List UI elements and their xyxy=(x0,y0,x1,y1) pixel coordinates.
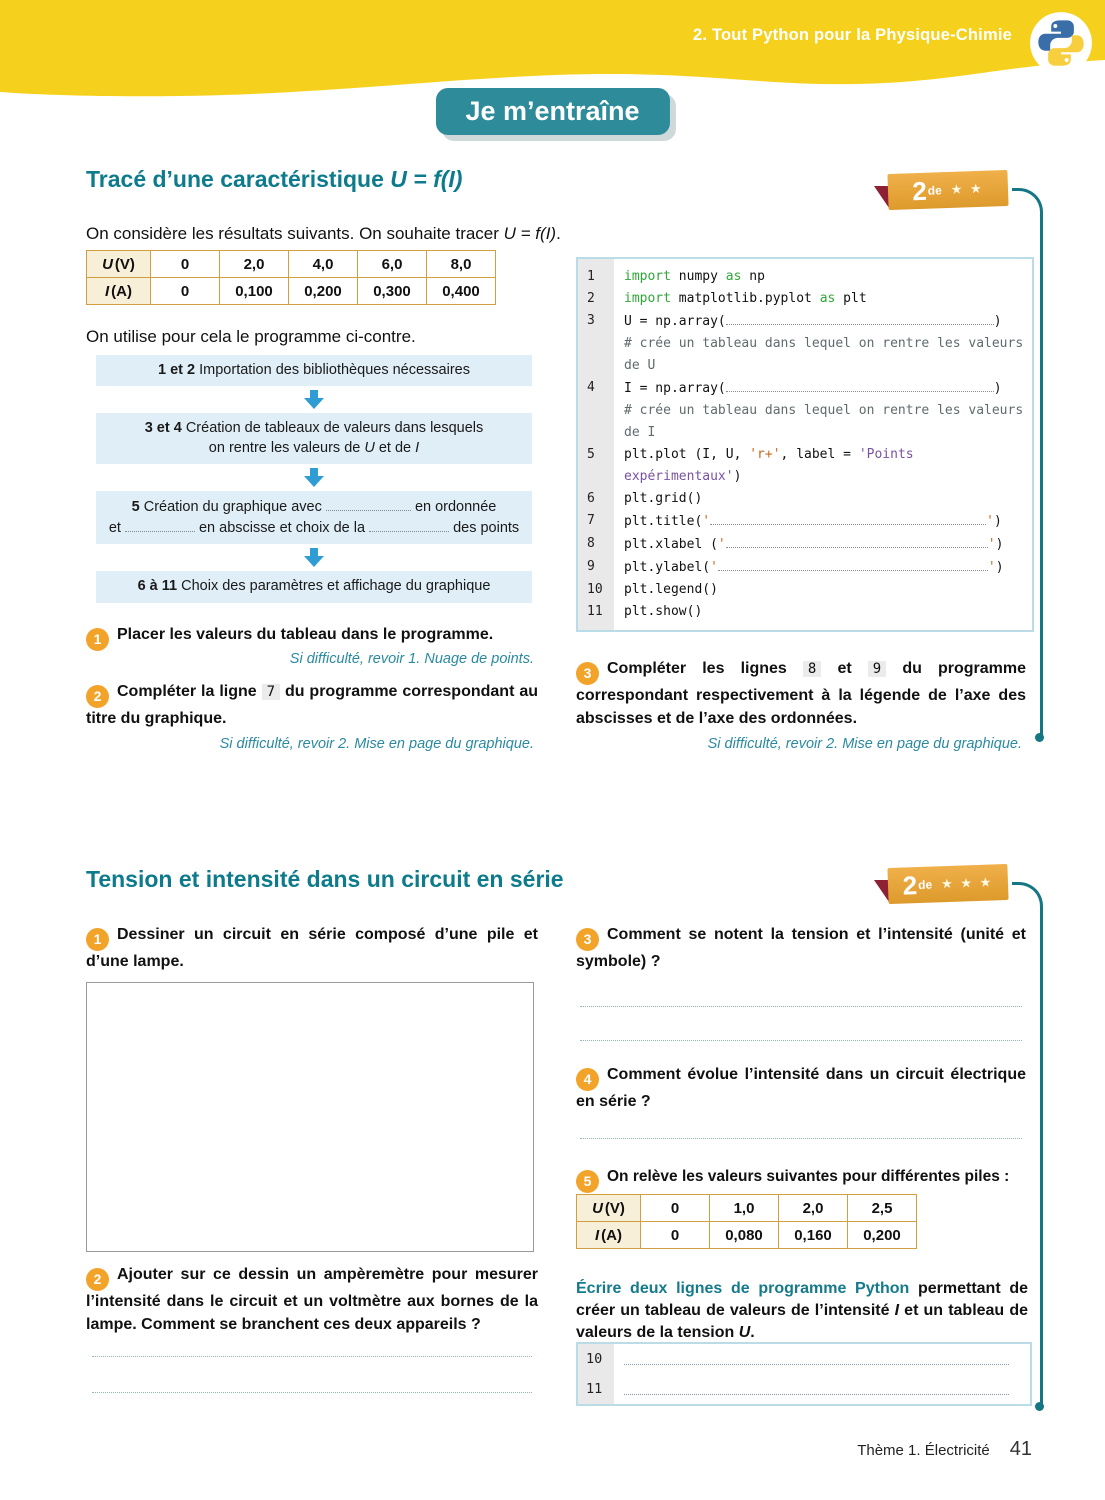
flow-step-2-var-u: U xyxy=(364,439,375,456)
table-row-header: U (V) xyxy=(577,1195,641,1222)
question-s2-2 xyxy=(86,1264,538,1336)
question-s2-2-text: Ajouter sur ce dessin un ampèremètre pour mesurer l’intensité dans le circuit et un voltmètre aux bornes de la lampe. Comment se branchent ces deux appareils ? xyxy=(86,1266,538,1333)
page-footer xyxy=(0,1438,1032,1461)
badge-stars-icon: ★ ★ ★ xyxy=(940,874,994,892)
table-cell: 2,0 xyxy=(779,1195,848,1222)
code-segment: # crée un tableau dans lequel on rentre les valeurs de I xyxy=(624,403,1024,440)
code-line-content xyxy=(614,579,1032,601)
code-line xyxy=(578,400,1032,444)
section1-connector-dot xyxy=(1035,733,1044,742)
question-3-text3: du programme correspondant respectivement à la légende de l’axe des abscisses et de l’axe des ordonnées. xyxy=(576,660,1026,727)
code-segment: ' xyxy=(702,514,711,529)
table-cell: 0,160 xyxy=(779,1222,848,1249)
flow-step-1-text: Importation des bibliothèques nécessaires xyxy=(199,362,470,378)
flow-step-3 xyxy=(96,491,532,544)
code-segment: plt.grid() xyxy=(624,491,703,506)
table-cell: 0,100 xyxy=(220,278,289,305)
badge-level-sup: de xyxy=(927,183,943,198)
code-line-content xyxy=(614,259,1032,288)
python-task-var-i: I xyxy=(894,1302,900,1320)
code-line-number: 3 xyxy=(578,310,614,333)
answer-line[interactable] xyxy=(580,1006,1022,1007)
table-row xyxy=(577,1195,917,1222)
badge-stars-icon: ★ ★ xyxy=(950,180,984,197)
code-segment: as xyxy=(819,291,836,306)
badge-level: 2 xyxy=(911,175,928,207)
code-line-content xyxy=(614,444,1032,488)
code-line xyxy=(578,579,1032,601)
table-cell: 0,200 xyxy=(848,1222,917,1249)
code-segment: plt.title( xyxy=(624,514,703,529)
code-segment: , label = xyxy=(780,447,859,462)
question-number-badge: 2 xyxy=(86,1268,109,1291)
code-segment: ) xyxy=(995,560,1004,575)
table-cell: 0 xyxy=(641,1195,710,1222)
question-s2-4 xyxy=(576,1064,1026,1114)
code-segment: plt xyxy=(835,291,867,306)
code-blank-field[interactable] xyxy=(710,510,986,525)
flow-step-1-num: 1 et 2 xyxy=(158,362,196,378)
python-task-paragraph xyxy=(576,1278,1028,1344)
code-segment: plt.plot (I, U, xyxy=(624,447,750,462)
table-cell: 0,300 xyxy=(358,278,427,305)
flow-blank-field[interactable] xyxy=(326,497,411,511)
hint-2: Si difficulté, revoir 2. Mise en page du graphique. xyxy=(219,736,534,752)
code-segment: ) xyxy=(733,469,742,484)
program-note: On utilise pour cela le programme ci-contre. xyxy=(86,327,416,346)
code-line-number: 4 xyxy=(578,377,614,400)
code-line xyxy=(578,288,1032,310)
code-line-number: 11 xyxy=(578,601,614,630)
section2-title: Tension et intensité dans un circuit en série xyxy=(86,866,564,892)
question-s2-1 xyxy=(86,924,538,974)
intro-text: On considère les résultats suivants. On souhaite tracer xyxy=(86,224,504,243)
code-segment: plt.legend() xyxy=(624,582,718,597)
table-cell: 6,0 xyxy=(358,251,427,278)
code-line-content xyxy=(614,400,1032,444)
code-line-number: 10 xyxy=(578,579,614,601)
flowchart xyxy=(96,355,532,603)
question-number-badge: 2 xyxy=(86,685,109,708)
badge-ribbon xyxy=(887,864,1008,904)
code-segment: numpy xyxy=(670,269,726,284)
table-row-header: I (A) xyxy=(87,278,151,305)
badge-fold-icon xyxy=(874,186,889,208)
table-cell: 2,5 xyxy=(848,1195,917,1222)
python-logo-icon xyxy=(1028,10,1094,76)
badge-fold-icon xyxy=(874,880,889,902)
question-2 xyxy=(86,681,538,731)
answer-code-block xyxy=(576,1342,1032,1406)
code-segment: I = np.array( xyxy=(624,381,726,396)
code-line xyxy=(578,510,1032,533)
code-segment: ) xyxy=(993,314,1002,329)
code-segment: plt.xlabel ( xyxy=(624,537,718,552)
flow-step-3-text5: des points xyxy=(453,519,520,536)
flow-step-2-var-i: I xyxy=(415,439,420,456)
code-line-content xyxy=(614,510,1032,533)
section1-title-text: Tracé d’une caractéristique xyxy=(86,166,384,192)
code-line-number: 7 xyxy=(578,510,614,533)
question-s2-3-text: Comment se notent la tension et l’intensité (unité et symbole) ? xyxy=(576,926,1026,971)
code-line-number: 8 xyxy=(578,533,614,556)
answer-code-line xyxy=(578,1374,1030,1404)
badge-level-sup: de xyxy=(917,877,933,893)
code-answer-field[interactable] xyxy=(624,1380,1009,1395)
question-number-badge: 1 xyxy=(86,628,109,651)
level-badge-section1 xyxy=(878,170,1018,214)
code-line xyxy=(578,488,1032,510)
question-1 xyxy=(86,624,538,651)
python-task-lead: Écrire deux lignes de programme Python xyxy=(576,1280,910,1297)
code-segment: np xyxy=(741,269,765,284)
question-s2-5 xyxy=(576,1166,1046,1193)
results-table-1 xyxy=(86,250,496,305)
code-line-number xyxy=(578,400,614,444)
section1-title xyxy=(86,166,462,193)
code-line-number: 1 xyxy=(578,259,614,288)
code-line-number: 10 xyxy=(578,1344,614,1374)
question-2-text2: du programme correspondant au titre du graphique. xyxy=(86,683,538,728)
table-row xyxy=(87,278,496,305)
flow-step-3-num: 5 xyxy=(131,499,140,516)
flow-step-2 xyxy=(96,413,532,464)
code-line xyxy=(578,377,1032,400)
line-ref-7: 7 xyxy=(262,684,280,700)
question-3-text: Compléter les lignes xyxy=(607,660,803,677)
code-segment: 'Points expérimentaux' xyxy=(624,447,914,484)
code-line-content xyxy=(614,556,1032,579)
flow-blank-field[interactable] xyxy=(125,518,195,532)
code-line-content xyxy=(614,333,1032,377)
flow-step-2-text3: et de xyxy=(374,439,416,456)
code-blank-field[interactable] xyxy=(718,556,988,571)
flow-step-3-text4: en abscisse et choix de la xyxy=(198,519,366,536)
table-cell: 0 xyxy=(641,1222,710,1249)
flow-blank-field[interactable] xyxy=(369,518,449,532)
question-s2-1-text: Dessiner un circuit en série composé d’une pile et d’une lampe. xyxy=(86,926,538,971)
code-segment: ' xyxy=(986,514,994,529)
code-segment: ' xyxy=(717,537,726,552)
table-row xyxy=(577,1222,917,1249)
flow-step-3-text2: en ordonnée xyxy=(414,499,497,516)
footer-theme: Thème 1. Électricité xyxy=(857,1442,990,1459)
flow-step-1 xyxy=(96,355,532,386)
hint-3: Si difficulté, revoir 2. Mise en page du graphique. xyxy=(707,736,1022,752)
code-line-content xyxy=(614,288,1032,310)
code-line-content xyxy=(614,533,1032,556)
code-line-number: 6 xyxy=(578,488,614,510)
question-number-badge: 1 xyxy=(86,928,109,951)
flow-arrow-icon xyxy=(96,548,532,567)
table-cell: 0 xyxy=(151,251,220,278)
question-s2-4-text: Comment évolue l’intensité dans un circuit électrique en série ? xyxy=(576,1066,1026,1111)
flow-step-3-text3: et xyxy=(108,519,121,536)
code-line xyxy=(578,333,1032,377)
code-line xyxy=(578,310,1032,333)
code-line-number: 11 xyxy=(578,1374,614,1404)
code-segment: ' xyxy=(710,560,718,575)
flow-arrow-icon xyxy=(96,468,532,487)
level-badge-section2 xyxy=(878,864,1018,908)
code-line-number xyxy=(578,333,614,377)
code-line xyxy=(578,533,1032,556)
code-line-number: 5 xyxy=(578,444,614,488)
code-lines xyxy=(578,259,1032,630)
answer-line[interactable] xyxy=(580,1138,1022,1139)
question-3 xyxy=(576,658,1026,730)
code-line-content xyxy=(614,601,1032,630)
answer-line[interactable] xyxy=(92,1356,532,1357)
code-segment: matplotlib.pyplot xyxy=(670,291,820,306)
section1-title-formula: U = f(I) xyxy=(390,166,463,192)
table-cell: 4,0 xyxy=(289,251,358,278)
flow-step-3-text1: Création du graphique avec xyxy=(143,499,322,516)
table-cell: 0,200 xyxy=(289,278,358,305)
chapter-title: 2. Tout Python pour la Physique-Chimie xyxy=(693,26,1012,44)
footer-page-number: 41 xyxy=(1009,1438,1032,1460)
line-ref-9: 9 xyxy=(868,661,886,677)
table-row-header: U (V) xyxy=(87,251,151,278)
python-task-text2: et un tableau de valeurs de la tension xyxy=(576,1302,1028,1342)
results-table-2 xyxy=(576,1194,917,1249)
table-row xyxy=(87,251,496,278)
code-segment: ) xyxy=(993,514,1002,529)
python-code-block xyxy=(576,257,1034,632)
question-s2-3 xyxy=(576,924,1026,974)
table-cell: 1,0 xyxy=(710,1195,779,1222)
table-cell: 2,0 xyxy=(220,251,289,278)
hint-1: Si difficulté, revoir 1. Nuage de points. xyxy=(289,651,534,667)
code-line-content xyxy=(614,1380,1030,1399)
section2-connector-dot xyxy=(1035,1402,1044,1411)
answer-line[interactable] xyxy=(92,1392,532,1393)
answer-code-line xyxy=(578,1344,1030,1374)
flow-step-4-text: Choix des paramètres et affichage du graphique xyxy=(181,578,491,595)
code-line-content xyxy=(614,377,1032,400)
code-segment: plt.show() xyxy=(624,604,703,619)
flow-step-2-text: Création de tableaux de valeurs dans lesquels xyxy=(185,420,484,437)
flow-step-4-num: 6 à 11 xyxy=(137,578,178,595)
code-line xyxy=(578,259,1032,288)
line-ref-8: 8 xyxy=(803,661,821,677)
section1-intro xyxy=(86,223,606,246)
code-line xyxy=(578,444,1032,488)
code-segment: as xyxy=(725,269,742,284)
code-line xyxy=(578,601,1032,630)
question-s2-5-text: On relève les valeurs suivantes pour différentes piles : xyxy=(607,1168,1010,1185)
question-number-badge: 3 xyxy=(576,928,599,951)
intro-period: . xyxy=(556,224,561,243)
question-2-text: Compléter la ligne xyxy=(117,683,262,700)
intro-formula: U = f(I) xyxy=(503,224,557,243)
code-line-content xyxy=(614,310,1032,333)
code-line-number: 2 xyxy=(578,288,614,310)
table-cell: 0 xyxy=(151,278,220,305)
table-row-header: I (A) xyxy=(577,1222,641,1249)
table-cell: 0,400 xyxy=(427,278,496,305)
code-line-number: 9 xyxy=(578,556,614,579)
circuit-drawing-area[interactable] xyxy=(86,982,534,1252)
code-segment: ) xyxy=(993,381,1002,396)
code-line xyxy=(578,556,1032,579)
python-task-var-u: U xyxy=(738,1324,751,1342)
question-number-badge: 4 xyxy=(576,1068,599,1091)
badge-level: 2 xyxy=(902,870,918,901)
code-segment: ) xyxy=(995,537,1004,552)
table-cell: 8,0 xyxy=(427,251,496,278)
code-line-content xyxy=(614,488,1032,510)
code-line-content xyxy=(614,1350,1030,1369)
code-answer-field[interactable] xyxy=(624,1350,1009,1365)
code-segment: # crée un tableau dans lequel on rentre les valeurs de U xyxy=(624,336,1024,373)
code-segment: 'r+' xyxy=(749,447,781,462)
train-banner: Je m’entraîne xyxy=(435,88,669,135)
code-segment: ' xyxy=(987,560,996,575)
question-number-badge: 5 xyxy=(576,1170,599,1193)
question-3-text2: et xyxy=(821,660,868,677)
question-1-text: Placer les valeurs du tableau dans le programme. xyxy=(117,626,494,643)
code-segment: U = np.array( xyxy=(624,314,726,329)
python-task-text3: . xyxy=(750,1324,755,1342)
flow-step-2-text2: on rentre les valeurs de xyxy=(208,439,365,456)
code-segment: import xyxy=(624,291,671,306)
code-segment: import xyxy=(624,269,671,284)
flow-arrow-icon xyxy=(96,390,532,409)
answer-line[interactable] xyxy=(580,1040,1022,1041)
badge-ribbon xyxy=(887,170,1008,210)
code-blank-field[interactable] xyxy=(726,533,988,548)
flow-step-2-num: 3 et 4 xyxy=(144,420,182,437)
code-blank-field[interactable] xyxy=(726,377,994,392)
code-segment: ' xyxy=(987,537,996,552)
table-cell: 0,080 xyxy=(710,1222,779,1249)
code-segment: plt.ylabel( xyxy=(624,560,711,575)
flow-step-4 xyxy=(96,571,532,602)
python-task-text1: permettant de créer un tableau de valeurs de l’intensité xyxy=(576,1280,1028,1320)
code-blank-field[interactable] xyxy=(726,310,994,325)
question-number-badge: 3 xyxy=(576,662,599,685)
